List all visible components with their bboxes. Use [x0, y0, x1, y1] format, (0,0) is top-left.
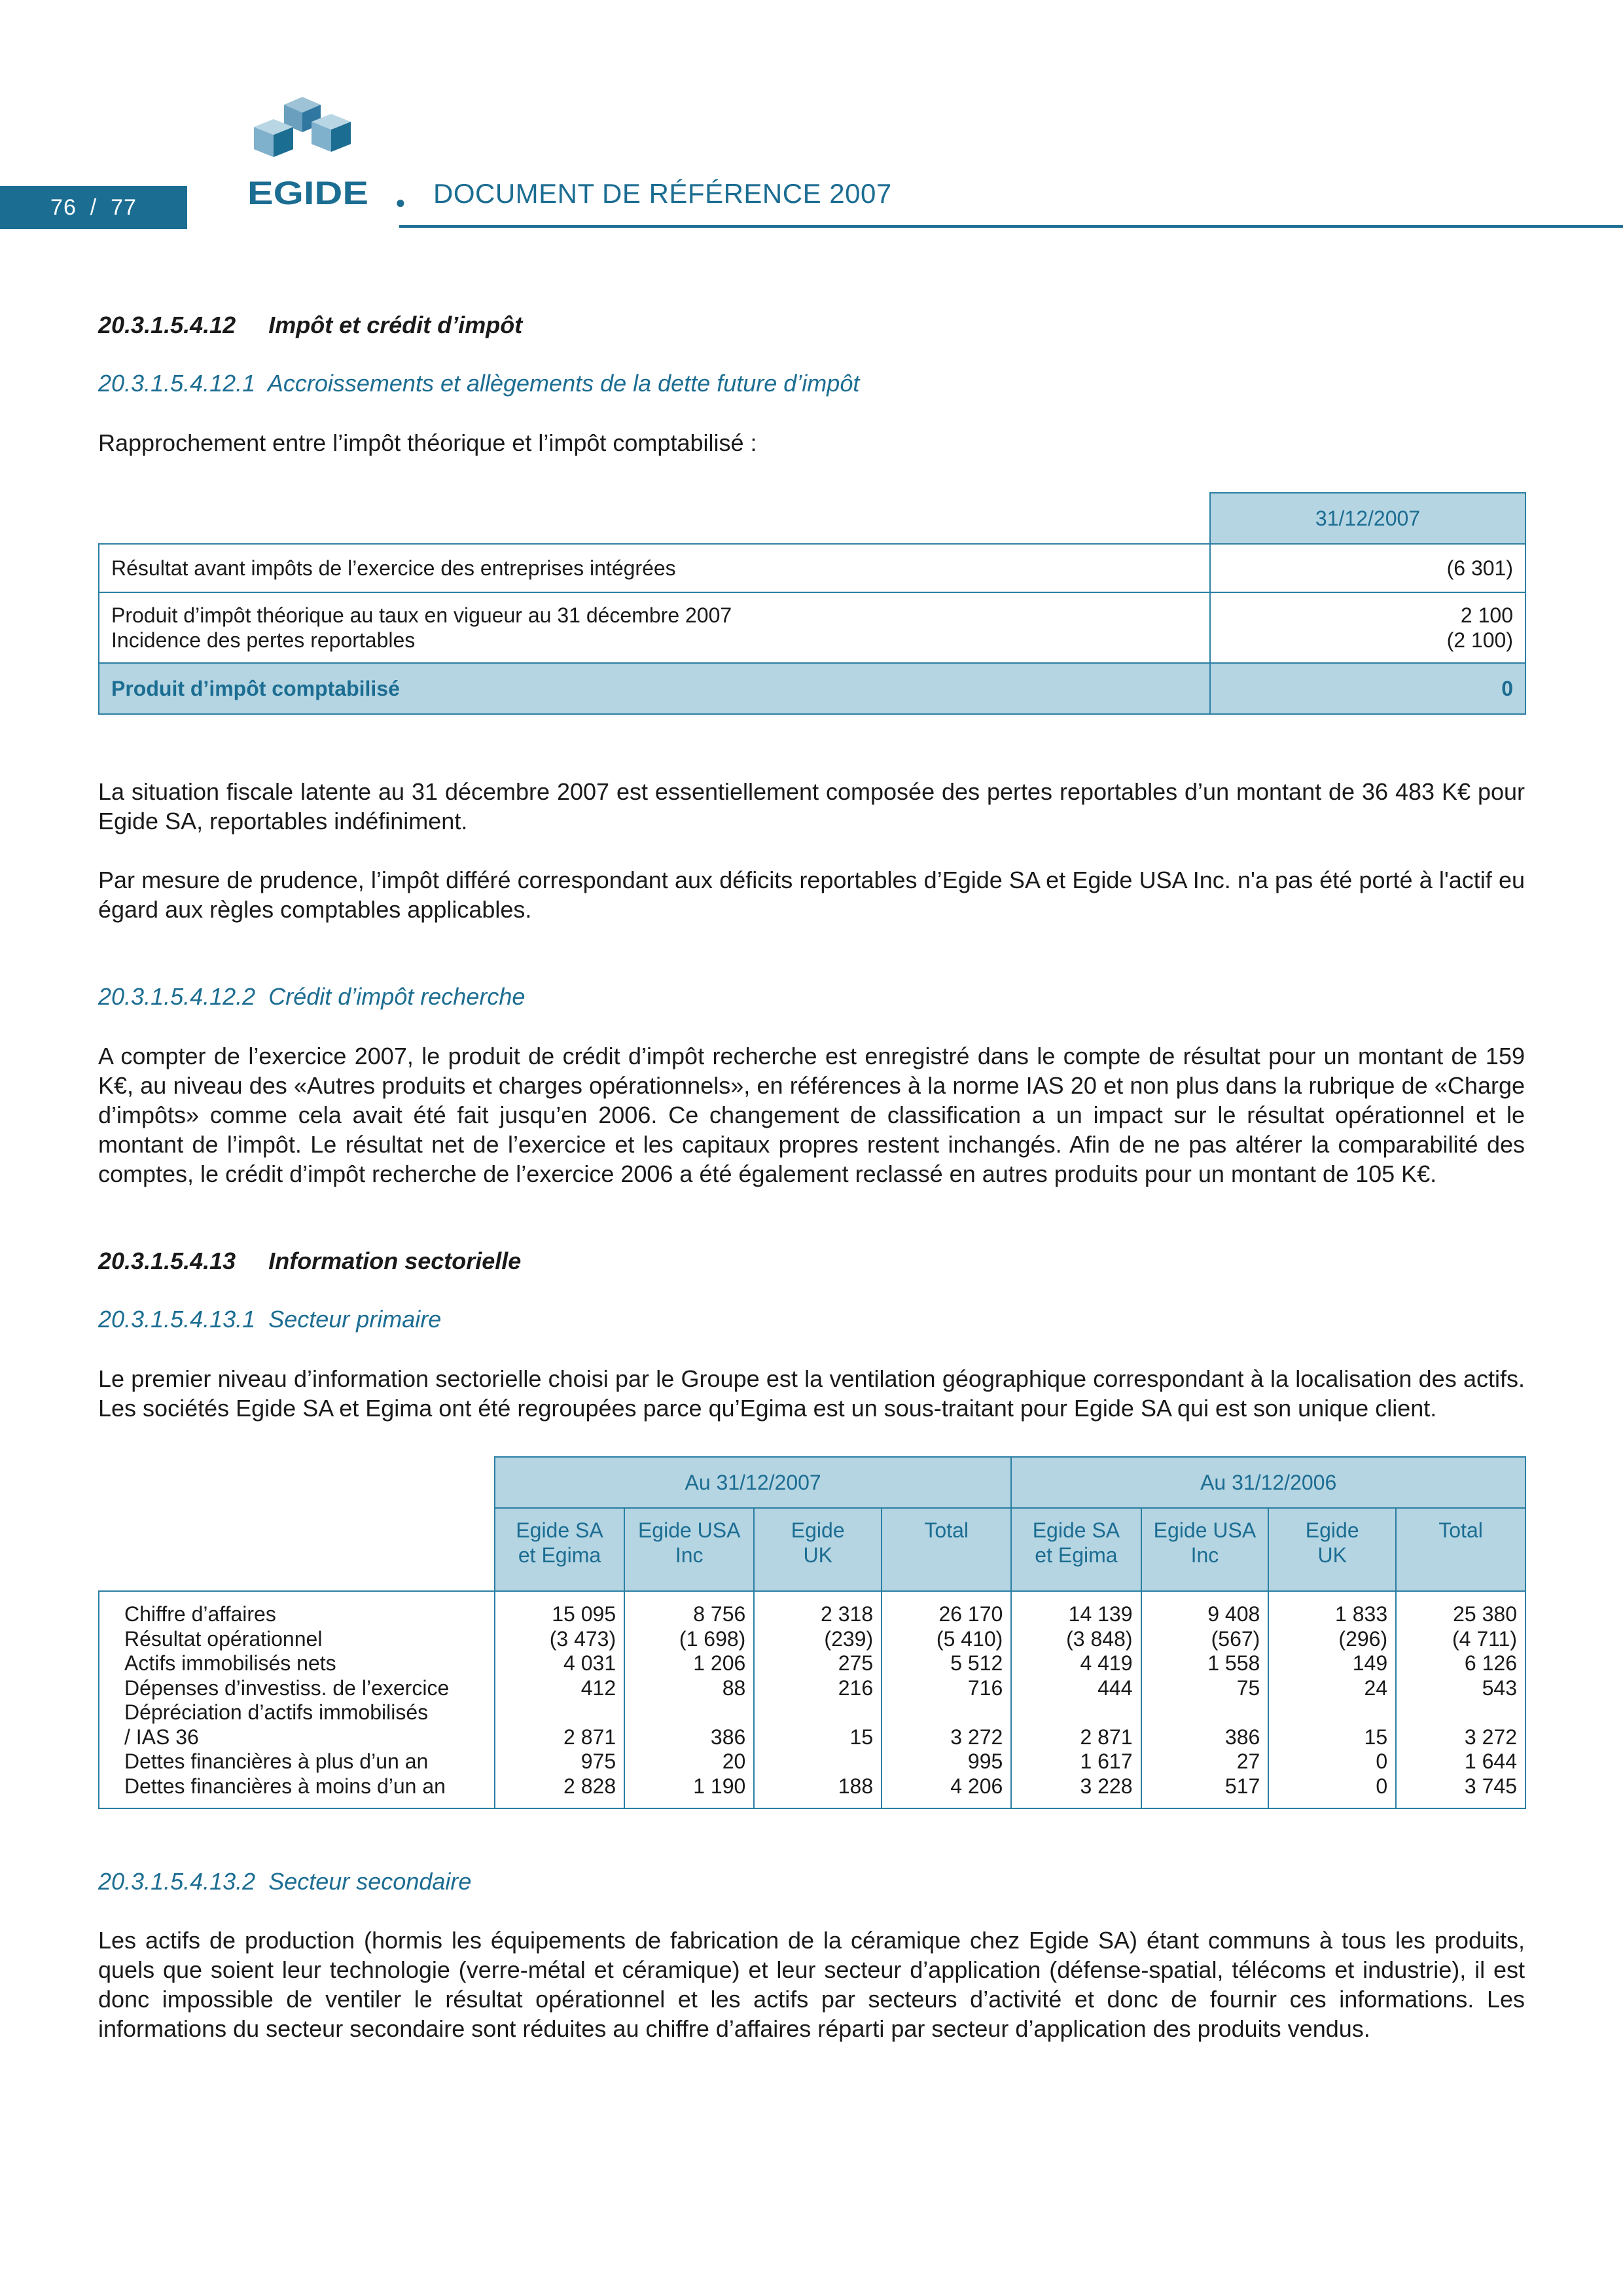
table-corner — [99, 493, 1210, 544]
cell-value: 975 — [580, 1749, 616, 1773]
cell-value: 412 — [580, 1676, 616, 1700]
cell-value: 3 272 — [1464, 1725, 1517, 1749]
cell-value: 25 380 — [1453, 1602, 1517, 1626]
section-heading-impot — [98, 312, 1525, 339]
table-row — [99, 592, 1525, 663]
column-header — [882, 1508, 1011, 1591]
cell-value: 0 — [1376, 1749, 1388, 1773]
cell-value — [1397, 1700, 1517, 1725]
column-header-line: Egide USA — [1153, 1518, 1257, 1542]
section-title: Impôt et crédit d’impôt — [268, 312, 523, 338]
value-column — [495, 1591, 624, 1808]
column-header-line: Egide USA — [637, 1518, 741, 1542]
row-value: (2 100) — [1446, 628, 1513, 652]
cell-value: 4 419 — [1080, 1651, 1133, 1675]
cell-value: 1 558 — [1207, 1651, 1260, 1675]
tax-reconciliation-table — [98, 492, 1526, 715]
column-header-line: UK — [803, 1543, 832, 1567]
row-label: Incidence des pertes reportables — [111, 628, 416, 652]
segment-table — [98, 1456, 1526, 1809]
cell-value: 75 — [1236, 1676, 1260, 1700]
table-total-row — [99, 663, 1525, 714]
column-header-line: Total — [1438, 1518, 1483, 1542]
cell-value: (296) — [1338, 1626, 1388, 1651]
column-header — [624, 1508, 754, 1591]
cell-value: 2 318 — [821, 1602, 874, 1626]
cell-value: 26 170 — [938, 1602, 1003, 1626]
row-label: / IAS 36 — [124, 1725, 199, 1749]
cell-value: 1 190 — [693, 1774, 746, 1798]
section-title: Information sectorielle — [268, 1247, 522, 1274]
subsection-heading-credit-recherche: 20.3.1.5.4.12.2 Crédit d’impôt recherche — [98, 983, 526, 1010]
section-heading-information-sectorielle — [98, 1247, 1525, 1275]
row-label: Chiffre d’affaires — [124, 1602, 276, 1626]
page-separator: / — [90, 194, 98, 220]
cell-value: 275 — [838, 1651, 874, 1675]
value-column — [1011, 1591, 1141, 1808]
total-value: 0 — [1210, 663, 1525, 714]
column-header — [1141, 1508, 1269, 1591]
cell-value: 716 — [967, 1676, 1003, 1700]
cell-value: 3 272 — [950, 1725, 1003, 1749]
row-label: Résultat opérationnel — [124, 1626, 323, 1651]
cell-value: 88 — [722, 1676, 746, 1700]
header-bullet-icon: ● — [395, 192, 406, 212]
cell-value: 149 — [1352, 1651, 1388, 1675]
header-rule — [399, 225, 1623, 228]
cell-value: 14 139 — [1068, 1602, 1133, 1626]
intro-paragraph: Rapprochement entre l’impôt théorique et l’impôt comptabilisé : — [98, 429, 757, 456]
value-column — [754, 1591, 882, 1808]
paragraph-secteur-primaire: Le premier niveau d’information sectorielle choisi par le Groupe est la ventilation géographique correspondant à la localisation des actifs. Les sociétés Egide SA et Egima ont été regroupées parce qu’Egima est un sous-traitant pour Egide SA qui est son unique client. — [98, 1365, 1525, 1422]
cell-value — [755, 1700, 873, 1725]
cell-value: 15 — [1364, 1725, 1388, 1749]
row-labels-cell — [99, 1591, 495, 1808]
page-current: 76 — [50, 194, 77, 220]
cell-value: (1 698) — [679, 1626, 746, 1651]
row-label: Dettes financières à plus d’un an — [124, 1749, 429, 1773]
column-header — [495, 1508, 624, 1591]
column-header-line: et Egima — [518, 1543, 601, 1567]
subsection-heading-secteur-primaire: 20.3.1.5.4.13.1 Secteur primaire — [98, 1306, 442, 1333]
section-number: 20.3.1.5.4.13 — [98, 1247, 236, 1274]
section-number: 20.3.1.5.4.12 — [98, 312, 236, 338]
cell-value: (3 848) — [1066, 1626, 1133, 1651]
cell-value: 216 — [838, 1676, 874, 1700]
row-label: Dettes financières à moins d’un an — [124, 1774, 446, 1798]
cell-value: 9 408 — [1207, 1602, 1260, 1626]
cell-value: 3 228 — [1080, 1774, 1133, 1798]
cell-value: (5 410) — [936, 1626, 1003, 1651]
document-title: DOCUMENT DE RÉFÉRENCE 2007 — [433, 178, 892, 209]
logo-text: EGIDE — [247, 175, 368, 209]
cell-value: 1 206 — [693, 1651, 746, 1675]
value-column — [1141, 1591, 1269, 1808]
cell-value — [1142, 1700, 1260, 1725]
cell-value: 15 — [849, 1725, 874, 1749]
cell-value: 2 871 — [563, 1725, 616, 1749]
column-header-line: Egide SA — [1032, 1518, 1120, 1542]
cell-value — [1269, 1700, 1387, 1725]
cell-value — [625, 1700, 745, 1725]
paragraph-situation-fiscale: La situation fiscale latente au 31 décembre 2007 est essentiellement composée des pertes reportables d’un montant de 36 483 K€ pour Egide SA, reportables indéfiniment. — [98, 778, 1525, 834]
cell-value: 188 — [838, 1774, 874, 1798]
column-header-line: Egide — [791, 1518, 845, 1542]
paragraph-credit-recherche: A compter de l’exercice 2007, le produit de crédit d’impôt recherche est enregistré dans le compte de résultat pour un montant de 159 K€, au niveau des «Autres produits et charges opérationnels», en références à la norme IAS 20 et non plus dans la rubrique de «Charge d’impôts» comme cela avait été fait jusqu’en 2006. Ce changement de classification a un impact sur le résultat opérationnel et le montant de l’impôt. Le résultat net de l’exercice et les capitaux propres restent inchangés. Afin de ne pas altérer la comparabilité des comptes, le crédit d’impôt recherche de l’exercice 2006 a été également reclassé en autres produits pour un montant de 105 K€. — [98, 1043, 1525, 1187]
group-header-2007: Au 31/12/2007 — [495, 1457, 1011, 1508]
cell-value: 3 745 — [1464, 1774, 1517, 1798]
cell-value — [882, 1700, 1003, 1725]
page-total: 77 — [111, 194, 137, 220]
cell-value: 0 — [1376, 1774, 1388, 1798]
cell-value: 8 756 — [693, 1602, 746, 1626]
column-header-line: et Egima — [1035, 1543, 1118, 1567]
table-row — [99, 544, 1525, 592]
cell-value — [495, 1700, 616, 1725]
column-header-line: Total — [924, 1518, 969, 1542]
subsection-heading-dette-future: 20.3.1.5.4.12.1 Accroissements et allègements de la dette future d’impôt — [98, 370, 860, 397]
cell-value: 24 — [1364, 1676, 1388, 1700]
table-body-row — [99, 1591, 1525, 1808]
cell-value: (567) — [1211, 1626, 1260, 1651]
row-value: (6 301) — [1210, 544, 1525, 592]
cell-value: 2 871 — [1080, 1725, 1133, 1749]
column-header-line: Inc — [675, 1543, 704, 1567]
cell-value: 15 095 — [552, 1602, 616, 1626]
row-label: Actifs immobilisés nets — [124, 1651, 336, 1675]
cell-value — [755, 1749, 873, 1774]
group-header-2006: Au 31/12/2006 — [1011, 1457, 1525, 1508]
cell-value: 543 — [1482, 1676, 1517, 1700]
table-corner — [99, 1508, 495, 1591]
cell-value: 5 512 — [950, 1651, 1003, 1675]
value-column — [1268, 1591, 1396, 1808]
cell-value: 444 — [1097, 1676, 1133, 1700]
cell-value: (3 473) — [549, 1626, 616, 1651]
cell-value: 386 — [710, 1725, 746, 1749]
row-label: Dépréciation d’actifs immobilisés — [124, 1700, 429, 1724]
egide-logo — [247, 85, 368, 209]
cell-value: 995 — [967, 1749, 1003, 1773]
cell-value: 20 — [722, 1749, 746, 1773]
cell-value: 4 206 — [950, 1774, 1003, 1798]
cell-value: 1 644 — [1464, 1749, 1517, 1773]
cell-value: 517 — [1224, 1774, 1260, 1798]
cell-value: (4 711) — [1452, 1626, 1517, 1651]
column-header-line: Egide — [1305, 1518, 1359, 1542]
column-header — [1011, 1508, 1141, 1591]
paragraph-impot-differe: Par mesure de prudence, l’impôt différé correspondant aux déficits reportables d’Egide SA et Egide USA Inc. n'a pas été porté à l'actif eu égard aux règles comptables applicables. — [98, 867, 1525, 923]
cell-value: 386 — [1224, 1725, 1260, 1749]
cell-value: 2 828 — [563, 1774, 616, 1798]
cell-value — [1012, 1700, 1132, 1725]
row-value: 2 100 — [1460, 603, 1513, 627]
page-number — [0, 186, 187, 229]
cell-value: 6 126 — [1464, 1651, 1517, 1675]
column-header-line: UK — [1317, 1543, 1347, 1567]
column-header-line: Inc — [1190, 1543, 1219, 1567]
column-header — [754, 1508, 882, 1591]
table-corner — [99, 1457, 495, 1508]
subsection-heading-secteur-secondaire: 20.3.1.5.4.13.2 Secteur secondaire — [98, 1868, 472, 1895]
row-label: Résultat avant impôts de l’exercice des entreprises intégrées — [99, 544, 1210, 592]
value-column — [624, 1591, 754, 1808]
column-header-line: Egide SA — [516, 1518, 603, 1542]
cell-value: 27 — [1236, 1749, 1260, 1773]
row-label: Produit d’impôt théorique au taux en vigueur au 31 décembre 2007 — [111, 603, 732, 627]
cell-value: 1 617 — [1080, 1749, 1133, 1773]
total-label: Produit d’impôt comptabilisé — [99, 663, 1210, 714]
column-header-date: 31/12/2007 — [1210, 493, 1525, 544]
column-header — [1268, 1508, 1396, 1591]
cell-value: 1 833 — [1335, 1602, 1388, 1626]
cell-value: (239) — [824, 1626, 874, 1651]
paragraph-secteur-secondaire: Les actifs de production (hormis les équipements de fabrication de la céramique chez Egide SA) étant communs à tous les produits, quels que soient leur technologie (verre-métal et céramique) et leur secteur d’application (défense-spatial, télécoms et industrie), il est donc impossible de ventiler le résultat opérationnel et les actifs par secteurs d’activité et donc de fournir ces informations. Les informations du secteur secondaire sont réduites au chiffre d’affaires réparti par secteur d’application des produits vendus. — [98, 1927, 1525, 2042]
row-label: Dépenses d’investiss. de l’exercice — [124, 1676, 450, 1700]
value-column — [1396, 1591, 1525, 1808]
value-column — [882, 1591, 1011, 1808]
cell-value: 4 031 — [563, 1651, 616, 1675]
column-header — [1396, 1508, 1525, 1591]
